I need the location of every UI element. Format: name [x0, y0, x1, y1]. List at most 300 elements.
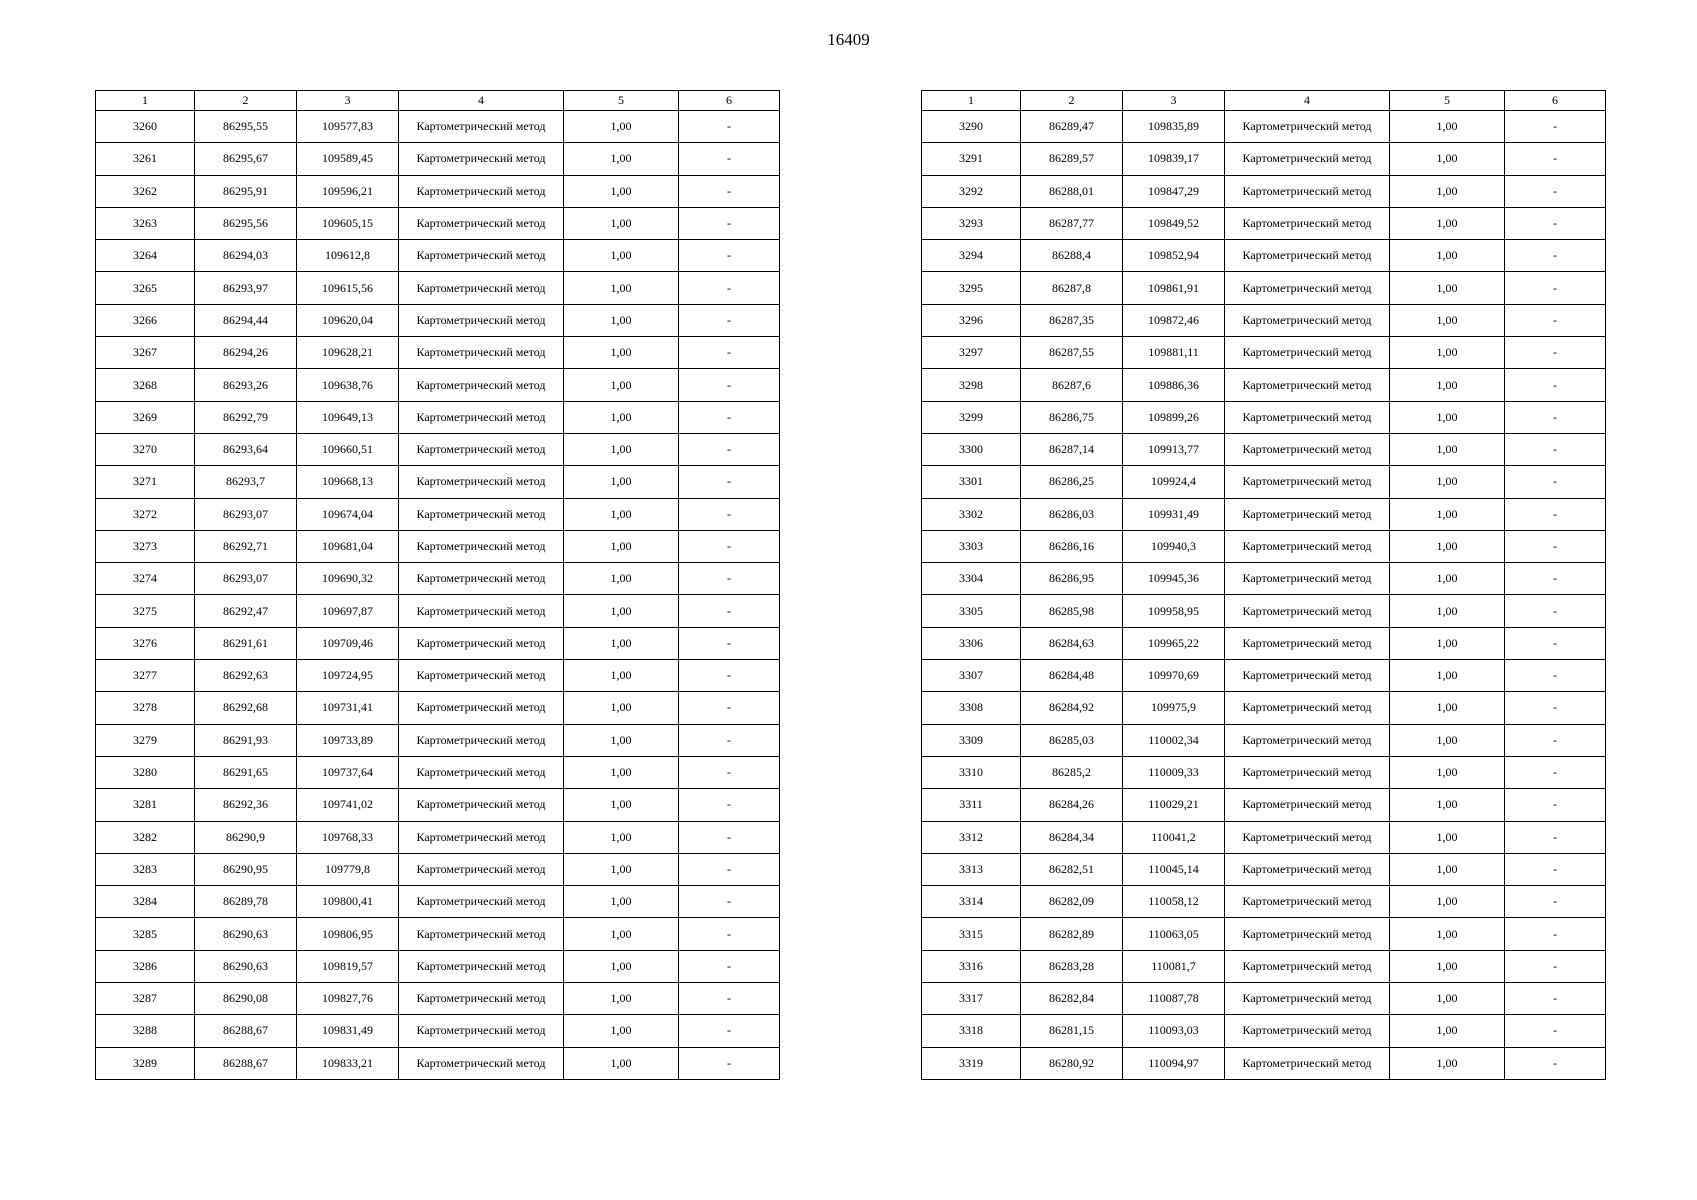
y-coordinate-cell: 109612,8 [297, 240, 399, 272]
column-header-6: 6 [1505, 91, 1606, 111]
x-coordinate-cell: 86295,56 [195, 207, 297, 239]
y-coordinate-cell: 109819,57 [297, 950, 399, 982]
accuracy-cell: 1,00 [1390, 498, 1505, 530]
method-cell: Картометрический метод [1225, 595, 1390, 627]
point-number-cell: 3301 [922, 466, 1021, 498]
table-row [96, 111, 780, 143]
accuracy-cell: 1,00 [564, 207, 679, 239]
accuracy-cell: 1,00 [564, 530, 679, 562]
accuracy-cell: 1,00 [1390, 1015, 1505, 1047]
accuracy-cell: 1,00 [564, 692, 679, 724]
y-coordinate-cell: 109886,36 [1123, 369, 1225, 401]
point-number-cell: 3263 [96, 207, 195, 239]
point-number-cell: 3299 [922, 401, 1021, 433]
x-coordinate-cell: 86288,01 [1021, 175, 1123, 207]
method-cell: Картометрический метод [1225, 627, 1390, 659]
table-row [922, 756, 1606, 788]
y-coordinate-cell: 109849,52 [1123, 207, 1225, 239]
x-coordinate-cell: 86283,28 [1021, 950, 1123, 982]
note-cell: - [1505, 627, 1606, 659]
x-coordinate-cell: 86291,61 [195, 627, 297, 659]
y-coordinate-cell: 109931,49 [1123, 498, 1225, 530]
point-number-cell: 3292 [922, 175, 1021, 207]
method-cell: Картометрический метод [399, 950, 564, 982]
x-coordinate-cell: 86295,91 [195, 175, 297, 207]
x-coordinate-cell: 86292,47 [195, 595, 297, 627]
x-coordinate-cell: 86284,34 [1021, 821, 1123, 853]
table-row [922, 886, 1606, 918]
note-cell: - [679, 272, 780, 304]
accuracy-cell: 1,00 [1390, 627, 1505, 659]
method-cell: Картометрический метод [1225, 886, 1390, 918]
y-coordinate-cell: 109975,9 [1123, 692, 1225, 724]
x-coordinate-cell: 86286,25 [1021, 466, 1123, 498]
accuracy-cell: 1,00 [1390, 143, 1505, 175]
x-coordinate-cell: 86290,9 [195, 821, 297, 853]
note-cell: - [679, 789, 780, 821]
method-cell: Картометрический метод [1225, 563, 1390, 595]
accuracy-cell: 1,00 [564, 1047, 679, 1079]
note-cell: - [1505, 1015, 1606, 1047]
point-number-cell: 3310 [922, 756, 1021, 788]
point-number-cell: 3302 [922, 498, 1021, 530]
note-cell: - [1505, 983, 1606, 1015]
note-cell: - [1505, 240, 1606, 272]
note-cell: - [679, 111, 780, 143]
note-cell: - [1505, 563, 1606, 595]
accuracy-cell: 1,00 [1390, 272, 1505, 304]
method-cell: Картометрический метод [1225, 337, 1390, 369]
note-cell: - [679, 401, 780, 433]
table-row [922, 111, 1606, 143]
accuracy-cell: 1,00 [1390, 853, 1505, 885]
accuracy-cell: 1,00 [1390, 466, 1505, 498]
table-row [96, 886, 780, 918]
point-number-cell: 3319 [922, 1047, 1021, 1079]
note-cell: - [1505, 918, 1606, 950]
y-coordinate-cell: 109831,49 [297, 1015, 399, 1047]
method-cell: Картометрический метод [399, 789, 564, 821]
accuracy-cell: 1,00 [1390, 789, 1505, 821]
point-number-cell: 3266 [96, 304, 195, 336]
accuracy-cell: 1,00 [1390, 724, 1505, 756]
method-cell: Картометрический метод [1225, 724, 1390, 756]
point-number-cell: 3289 [96, 1047, 195, 1079]
note-cell: - [679, 724, 780, 756]
note-cell: - [679, 627, 780, 659]
x-coordinate-cell: 86289,47 [1021, 111, 1123, 143]
table-row [96, 401, 780, 433]
point-number-cell: 3274 [96, 563, 195, 595]
table-row [922, 207, 1606, 239]
coordinates-table-right [921, 90, 1606, 1080]
table-row [96, 433, 780, 465]
method-cell: Картометрический метод [399, 111, 564, 143]
y-coordinate-cell: 109668,13 [297, 466, 399, 498]
y-coordinate-cell: 109709,46 [297, 627, 399, 659]
table-row [96, 207, 780, 239]
method-cell: Картометрический метод [399, 143, 564, 175]
table-row [922, 401, 1606, 433]
method-cell: Картометрический метод [1225, 304, 1390, 336]
note-cell: - [679, 563, 780, 595]
x-coordinate-cell: 86288,67 [195, 1047, 297, 1079]
method-cell: Картометрический метод [399, 756, 564, 788]
point-number-cell: 3306 [922, 627, 1021, 659]
table-row [922, 498, 1606, 530]
table-row [922, 143, 1606, 175]
table-row [96, 789, 780, 821]
accuracy-cell: 1,00 [1390, 337, 1505, 369]
method-cell: Картометрический метод [399, 240, 564, 272]
note-cell: - [679, 466, 780, 498]
x-coordinate-cell: 86286,03 [1021, 498, 1123, 530]
x-coordinate-cell: 86285,98 [1021, 595, 1123, 627]
y-coordinate-cell: 109605,15 [297, 207, 399, 239]
y-coordinate-cell: 109806,95 [297, 918, 399, 950]
x-coordinate-cell: 86289,78 [195, 886, 297, 918]
note-cell: - [1505, 337, 1606, 369]
x-coordinate-cell: 86286,95 [1021, 563, 1123, 595]
y-coordinate-cell: 109768,33 [297, 821, 399, 853]
note-cell: - [1505, 595, 1606, 627]
y-coordinate-cell: 110081,7 [1123, 950, 1225, 982]
method-cell: Картометрический метод [1225, 918, 1390, 950]
point-number-cell: 3265 [96, 272, 195, 304]
y-coordinate-cell: 109620,04 [297, 304, 399, 336]
table-row [922, 724, 1606, 756]
x-coordinate-cell: 86285,2 [1021, 756, 1123, 788]
column-header-6: 6 [679, 91, 780, 111]
note-cell: - [1505, 304, 1606, 336]
y-coordinate-cell: 109965,22 [1123, 627, 1225, 659]
accuracy-cell: 1,00 [1390, 401, 1505, 433]
accuracy-cell: 1,00 [1390, 240, 1505, 272]
y-coordinate-cell: 109958,95 [1123, 595, 1225, 627]
table-header-row [96, 91, 780, 111]
note-cell: - [1505, 756, 1606, 788]
table-row [922, 530, 1606, 562]
x-coordinate-cell: 86292,71 [195, 530, 297, 562]
table-row [922, 369, 1606, 401]
note-cell: - [1505, 272, 1606, 304]
note-cell: - [1505, 111, 1606, 143]
point-number-cell: 3262 [96, 175, 195, 207]
method-cell: Картометрический метод [1225, 240, 1390, 272]
method-cell: Картометрический метод [1225, 272, 1390, 304]
table-header-row [922, 91, 1606, 111]
method-cell: Картометрический метод [399, 175, 564, 207]
x-coordinate-cell: 86289,57 [1021, 143, 1123, 175]
accuracy-cell: 1,00 [564, 175, 679, 207]
y-coordinate-cell: 110058,12 [1123, 886, 1225, 918]
note-cell: - [679, 143, 780, 175]
table-row [96, 530, 780, 562]
accuracy-cell: 1,00 [1390, 660, 1505, 692]
table-body-left [96, 111, 780, 1080]
point-number-cell: 3316 [922, 950, 1021, 982]
method-cell: Картометрический метод [399, 466, 564, 498]
table-row [922, 240, 1606, 272]
y-coordinate-cell: 110029,21 [1123, 789, 1225, 821]
table-row [96, 660, 780, 692]
note-cell: - [679, 337, 780, 369]
point-number-cell: 3260 [96, 111, 195, 143]
note-cell: - [1505, 207, 1606, 239]
point-number-cell: 3283 [96, 853, 195, 885]
x-coordinate-cell: 86288,67 [195, 1015, 297, 1047]
accuracy-cell: 1,00 [564, 304, 679, 336]
x-coordinate-cell: 86282,84 [1021, 983, 1123, 1015]
note-cell: - [1505, 789, 1606, 821]
method-cell: Картометрический метод [399, 821, 564, 853]
note-cell: - [679, 983, 780, 1015]
x-coordinate-cell: 86287,8 [1021, 272, 1123, 304]
coordinates-table-left [95, 90, 780, 1080]
column-header-1: 1 [96, 91, 195, 111]
y-coordinate-cell: 109924,4 [1123, 466, 1225, 498]
x-coordinate-cell: 86295,55 [195, 111, 297, 143]
x-coordinate-cell: 86290,08 [195, 983, 297, 1015]
accuracy-cell: 1,00 [564, 918, 679, 950]
note-cell: - [679, 530, 780, 562]
accuracy-cell: 1,00 [1390, 111, 1505, 143]
y-coordinate-cell: 109733,89 [297, 724, 399, 756]
x-coordinate-cell: 86294,26 [195, 337, 297, 369]
y-coordinate-cell: 109945,36 [1123, 563, 1225, 595]
table-row [922, 789, 1606, 821]
x-coordinate-cell: 86294,44 [195, 304, 297, 336]
x-coordinate-cell: 86287,35 [1021, 304, 1123, 336]
x-coordinate-cell: 86292,68 [195, 692, 297, 724]
x-coordinate-cell: 86290,95 [195, 853, 297, 885]
method-cell: Картометрический метод [399, 918, 564, 950]
accuracy-cell: 1,00 [564, 111, 679, 143]
note-cell: - [679, 692, 780, 724]
y-coordinate-cell: 110094,97 [1123, 1047, 1225, 1079]
x-coordinate-cell: 86287,77 [1021, 207, 1123, 239]
x-coordinate-cell: 86286,16 [1021, 530, 1123, 562]
accuracy-cell: 1,00 [564, 272, 679, 304]
y-coordinate-cell: 109970,69 [1123, 660, 1225, 692]
x-coordinate-cell: 86284,48 [1021, 660, 1123, 692]
point-number-cell: 3278 [96, 692, 195, 724]
point-number-cell: 3311 [922, 789, 1021, 821]
note-cell: - [679, 886, 780, 918]
y-coordinate-cell: 109681,04 [297, 530, 399, 562]
accuracy-cell: 1,00 [1390, 207, 1505, 239]
method-cell: Картометрический метод [399, 1047, 564, 1079]
method-cell: Картометрический метод [1225, 175, 1390, 207]
accuracy-cell: 1,00 [1390, 369, 1505, 401]
table-row [922, 272, 1606, 304]
point-number-cell: 3269 [96, 401, 195, 433]
method-cell: Картометрический метод [1225, 950, 1390, 982]
x-coordinate-cell: 86282,09 [1021, 886, 1123, 918]
method-cell: Картометрический метод [399, 433, 564, 465]
y-coordinate-cell: 109589,45 [297, 143, 399, 175]
table-row [96, 304, 780, 336]
table-row [922, 1015, 1606, 1047]
y-coordinate-cell: 109800,41 [297, 886, 399, 918]
note-cell: - [679, 175, 780, 207]
note-cell: - [679, 1047, 780, 1079]
point-number-cell: 3300 [922, 433, 1021, 465]
y-coordinate-cell: 109839,17 [1123, 143, 1225, 175]
x-coordinate-cell: 86295,67 [195, 143, 297, 175]
accuracy-cell: 1,00 [1390, 983, 1505, 1015]
table-row [96, 724, 780, 756]
point-number-cell: 3279 [96, 724, 195, 756]
point-number-cell: 3277 [96, 660, 195, 692]
method-cell: Картометрический метод [399, 983, 564, 1015]
point-number-cell: 3282 [96, 821, 195, 853]
accuracy-cell: 1,00 [564, 789, 679, 821]
point-number-cell: 3303 [922, 530, 1021, 562]
point-number-cell: 3284 [96, 886, 195, 918]
x-coordinate-cell: 86287,55 [1021, 337, 1123, 369]
point-number-cell: 3273 [96, 530, 195, 562]
note-cell: - [1505, 466, 1606, 498]
accuracy-cell: 1,00 [564, 983, 679, 1015]
table-row [922, 692, 1606, 724]
column-header-4: 4 [1225, 91, 1390, 111]
y-coordinate-cell: 109737,64 [297, 756, 399, 788]
method-cell: Картометрический метод [1225, 498, 1390, 530]
accuracy-cell: 1,00 [564, 1015, 679, 1047]
accuracy-cell: 1,00 [564, 401, 679, 433]
table-row [922, 563, 1606, 595]
point-number-cell: 3297 [922, 337, 1021, 369]
table-row [922, 304, 1606, 336]
accuracy-cell: 1,00 [1390, 530, 1505, 562]
method-cell: Картометрический метод [1225, 1015, 1390, 1047]
accuracy-cell: 1,00 [564, 498, 679, 530]
table-row [922, 660, 1606, 692]
x-coordinate-cell: 86293,97 [195, 272, 297, 304]
accuracy-cell: 1,00 [564, 563, 679, 595]
x-coordinate-cell: 86293,64 [195, 433, 297, 465]
note-cell: - [1505, 853, 1606, 885]
point-number-cell: 3288 [96, 1015, 195, 1047]
note-cell: - [1505, 175, 1606, 207]
y-coordinate-cell: 110063,05 [1123, 918, 1225, 950]
table-row [96, 692, 780, 724]
note-cell: - [679, 950, 780, 982]
method-cell: Картометрический метод [399, 886, 564, 918]
table-body-right [922, 111, 1606, 1080]
accuracy-cell: 1,00 [564, 886, 679, 918]
table-row [96, 595, 780, 627]
note-cell: - [1505, 660, 1606, 692]
note-cell: - [679, 207, 780, 239]
accuracy-cell: 1,00 [564, 724, 679, 756]
method-cell: Картометрический метод [399, 563, 564, 595]
y-coordinate-cell: 110045,14 [1123, 853, 1225, 885]
accuracy-cell: 1,00 [564, 756, 679, 788]
accuracy-cell: 1,00 [1390, 563, 1505, 595]
note-cell: - [679, 498, 780, 530]
note-cell: - [679, 821, 780, 853]
accuracy-cell: 1,00 [564, 433, 679, 465]
column-header-5: 5 [1390, 91, 1505, 111]
x-coordinate-cell: 86288,4 [1021, 240, 1123, 272]
point-number-cell: 3275 [96, 595, 195, 627]
y-coordinate-cell: 109835,89 [1123, 111, 1225, 143]
x-coordinate-cell: 86284,63 [1021, 627, 1123, 659]
y-coordinate-cell: 109779,8 [297, 853, 399, 885]
note-cell: - [1505, 498, 1606, 530]
point-number-cell: 3286 [96, 950, 195, 982]
accuracy-cell: 1,00 [564, 337, 679, 369]
y-coordinate-cell: 109577,83 [297, 111, 399, 143]
table-row [96, 918, 780, 950]
accuracy-cell: 1,00 [1390, 433, 1505, 465]
table-row [922, 821, 1606, 853]
method-cell: Картометрический метод [1225, 401, 1390, 433]
accuracy-cell: 1,00 [1390, 304, 1505, 336]
y-coordinate-cell: 109660,51 [297, 433, 399, 465]
x-coordinate-cell: 86292,79 [195, 401, 297, 433]
y-coordinate-cell: 109628,21 [297, 337, 399, 369]
y-coordinate-cell: 109649,13 [297, 401, 399, 433]
accuracy-cell: 1,00 [564, 595, 679, 627]
column-header-1: 1 [922, 91, 1021, 111]
y-coordinate-cell: 109827,76 [297, 983, 399, 1015]
table-row [96, 853, 780, 885]
method-cell: Картометрический метод [1225, 853, 1390, 885]
note-cell: - [1505, 1047, 1606, 1079]
accuracy-cell: 1,00 [1390, 175, 1505, 207]
note-cell: - [679, 756, 780, 788]
accuracy-cell: 1,00 [1390, 886, 1505, 918]
accuracy-cell: 1,00 [1390, 950, 1505, 982]
note-cell: - [679, 853, 780, 885]
accuracy-cell: 1,00 [1390, 821, 1505, 853]
table-row [922, 1047, 1606, 1079]
table-row [96, 983, 780, 1015]
y-coordinate-cell: 110041,2 [1123, 821, 1225, 853]
accuracy-cell: 1,00 [1390, 1047, 1505, 1079]
method-cell: Картометрический метод [1225, 660, 1390, 692]
table-row [96, 756, 780, 788]
x-coordinate-cell: 86284,26 [1021, 789, 1123, 821]
accuracy-cell: 1,00 [564, 950, 679, 982]
accuracy-cell: 1,00 [564, 369, 679, 401]
method-cell: Картометрический метод [1225, 369, 1390, 401]
note-cell: - [1505, 369, 1606, 401]
point-number-cell: 3291 [922, 143, 1021, 175]
point-number-cell: 3314 [922, 886, 1021, 918]
note-cell: - [679, 304, 780, 336]
accuracy-cell: 1,00 [1390, 756, 1505, 788]
method-cell: Картометрический метод [399, 660, 564, 692]
table-row [922, 918, 1606, 950]
y-coordinate-cell: 109615,56 [297, 272, 399, 304]
method-cell: Картометрический метод [399, 401, 564, 433]
accuracy-cell: 1,00 [564, 821, 679, 853]
x-coordinate-cell: 86280,92 [1021, 1047, 1123, 1079]
method-cell: Картометрический метод [1225, 111, 1390, 143]
column-header-5: 5 [564, 91, 679, 111]
note-cell: - [679, 595, 780, 627]
point-number-cell: 3272 [96, 498, 195, 530]
y-coordinate-cell: 110009,33 [1123, 756, 1225, 788]
column-header-2: 2 [195, 91, 297, 111]
method-cell: Картометрический метод [399, 530, 564, 562]
x-coordinate-cell: 86282,89 [1021, 918, 1123, 950]
method-cell: Картометрический метод [1225, 789, 1390, 821]
